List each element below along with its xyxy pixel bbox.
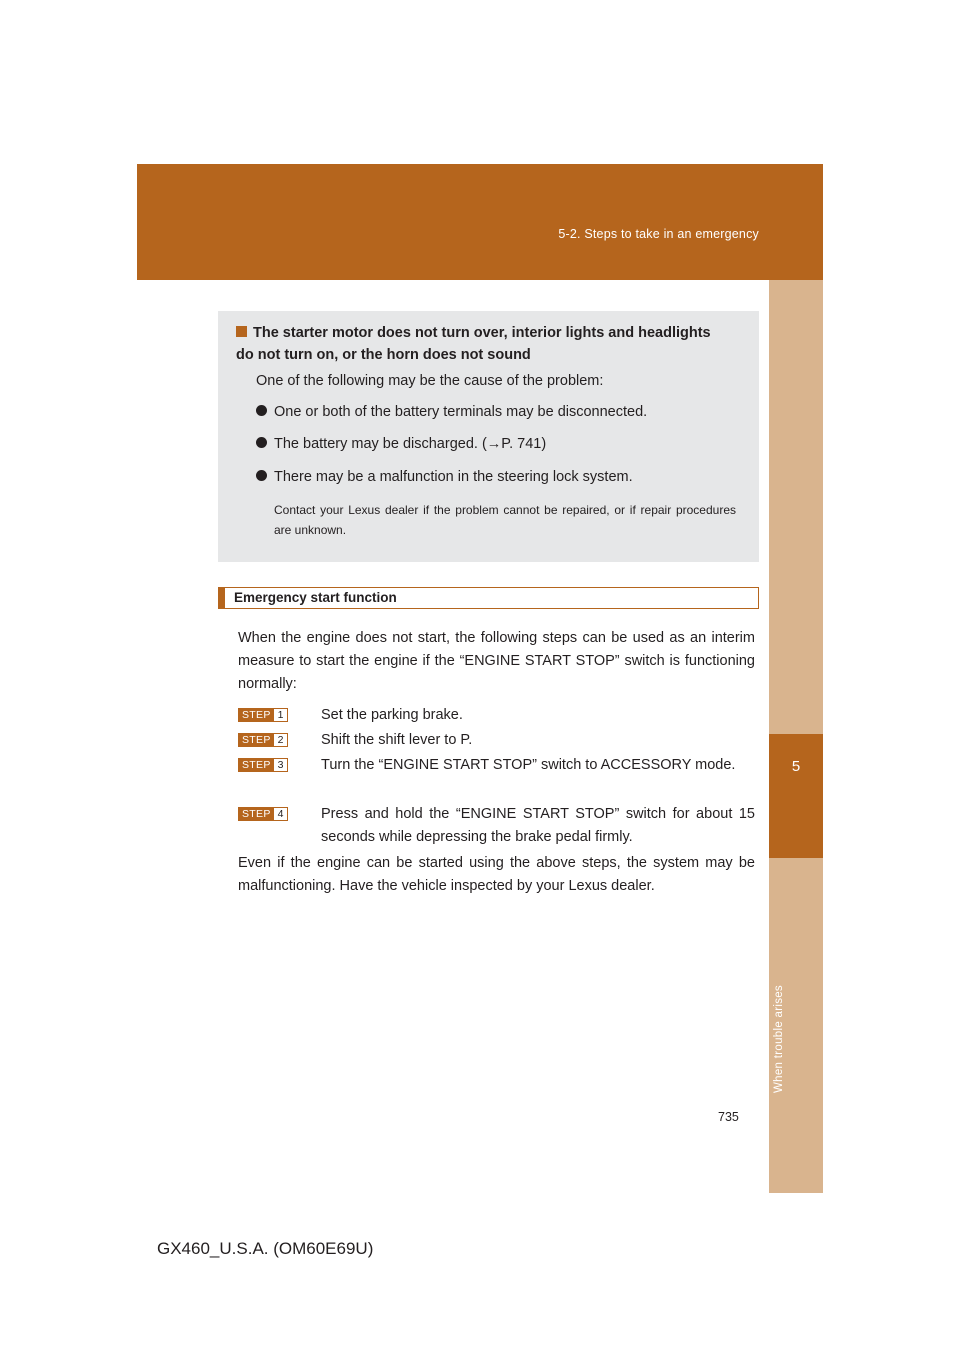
bullet-dot-icon — [256, 405, 267, 416]
bullet-dot-icon — [256, 470, 267, 481]
note-bullet-text: One or both of the battery terminals may be disconnected. — [274, 404, 648, 420]
section-title: Emergency start function — [234, 590, 397, 605]
note-heading-line2: do not turn on, or the horn does not sound — [236, 347, 531, 363]
step-text: Press and hold the “ENGINE START STOP” switch for about 15 seconds while depressing the brake pedal firmly. — [321, 806, 755, 845]
note-bullet-text: The battery may be discharged. (→P. 741) — [274, 436, 547, 452]
bullet-dot-icon — [256, 437, 267, 448]
step-badge: STEP 1 — [238, 708, 288, 722]
closing-paragraph: Even if the engine can be started using the above steps, the system may be malfunctioning. Have the vehicle inspected by your Lexus dealer. — [238, 855, 755, 894]
step-badge: STEP 4 — [238, 807, 288, 821]
note-bullet — [256, 434, 546, 454]
section-accent — [218, 588, 225, 608]
section-header-title: 5-2. Steps to take in an emergency — [558, 227, 759, 241]
chapter-tab — [769, 734, 823, 858]
step-badge: STEP 2 — [238, 733, 288, 747]
note-bullet-text: There may be a malfunction in the steering lock system. — [274, 469, 633, 485]
chapter-number: 5 — [791, 758, 801, 775]
step-text: Turn the “ENGINE START STOP” switch to ACCESSORY mode. — [321, 757, 736, 773]
note-bullet — [256, 402, 647, 422]
square-bullet-icon — [236, 326, 247, 337]
note-intro: One of the following may be the cause of the problem: — [256, 373, 604, 389]
section-heading-bar — [218, 587, 759, 609]
page-number: 735 — [718, 1110, 739, 1124]
note-heading-line1: The starter motor does not turn over, interior lights and headlights — [253, 325, 711, 341]
step-text: Shift the shift lever to P. — [321, 732, 473, 748]
note-bullet — [256, 467, 633, 487]
note-small-text: Contact your Lexus dealer if the problem cannot be repaired, or if repair procedures are unknown. — [274, 503, 736, 537]
step-text: Set the parking brake. — [321, 707, 463, 723]
step-badge: STEP 3 — [238, 758, 288, 772]
footer-code: GX460_U.S.A. (OM60E69U) — [157, 1239, 374, 1258]
section-intro: When the engine does not start, the following steps can be used as an interim measure to start the engine if the “ENGINE START STOP” switch is functioning normally: — [238, 630, 755, 692]
chapter-title: When trouble arises — [773, 985, 785, 1093]
note-box — [218, 311, 759, 562]
note-heading — [236, 322, 746, 366]
side-strip — [769, 280, 823, 1193]
header-band — [137, 164, 823, 280]
